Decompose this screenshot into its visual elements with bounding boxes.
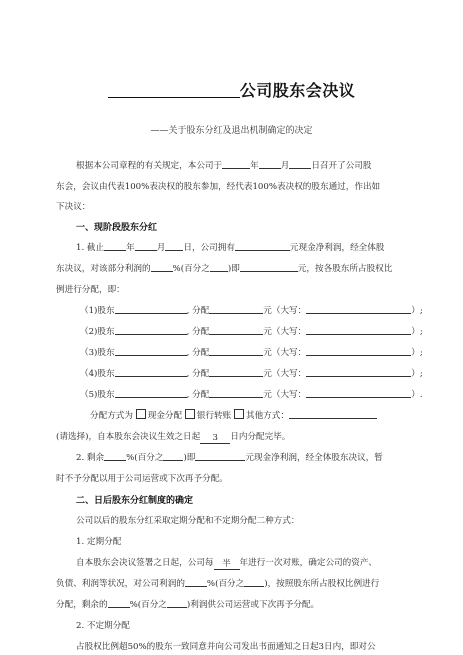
days-field[interactable]: 3 <box>200 434 230 444</box>
month-label: 月 <box>280 161 290 171</box>
shareholder-label: （1)股东 <box>80 306 115 316</box>
shareholder-row <box>80 325 423 337</box>
item1-text-a: 1. 截止 <box>76 243 105 253</box>
periodic-line3-b: %(百分之 <box>129 600 167 610</box>
shareholder-row <box>80 346 423 358</box>
periodic-percent-blank[interactable] <box>185 577 207 587</box>
shareholder-row <box>80 388 423 400</box>
item2-text-a: 2. 剩余 <box>76 453 105 463</box>
shareholder-row <box>80 304 423 316</box>
item1-line-3: 例进行分配，即： <box>56 285 125 295</box>
shareholder-name-blank[interactable] <box>115 304 187 314</box>
company-name-blank[interactable] <box>108 83 240 98</box>
shareholder-row <box>80 367 423 379</box>
item1-line2-b: %(百分之 <box>172 264 210 274</box>
item1-line2-d: 元，按各股东所占股权比 <box>297 264 393 274</box>
periodic-line2-c: )，按照股东所占股权比例进行 <box>264 579 380 589</box>
method-line <box>90 409 377 421</box>
item1-line-1 <box>76 241 384 253</box>
item1-text-d: 日，公司拥有 <box>183 243 235 253</box>
shareholder-end: ）; <box>411 369 423 379</box>
item1-line2-c: )即 <box>227 264 240 274</box>
amount-blank[interactable] <box>240 262 298 272</box>
item1-year-blank[interactable] <box>104 241 126 251</box>
shareholder-label: （4)股东 <box>80 369 115 379</box>
shareholder-amount-blank[interactable] <box>209 388 263 398</box>
shareholder-amount-blank[interactable] <box>209 304 263 314</box>
method-note-a: (请选择)，自本股东会决议生效之日起 <box>56 432 201 442</box>
shareholder-label: （3)股东 <box>80 348 115 358</box>
shareholder-end: ）. <box>411 390 423 400</box>
remaining-amount-blank[interactable] <box>195 451 245 461</box>
checkbox-bank-transfer[interactable] <box>185 409 195 419</box>
remaining-percent-blank[interactable] <box>104 451 126 461</box>
net-profit-blank[interactable] <box>235 241 290 251</box>
shareholder-tail: 元（大写： <box>263 327 307 337</box>
option-cash-label: 现金分配 <box>147 411 183 421</box>
item2-text-d: 元现金净利润，经全体股东决议，暂 <box>245 453 383 463</box>
percent-blank[interactable] <box>151 262 173 272</box>
item1-text-e: 元现金净利润，经全体股 <box>289 243 385 253</box>
shareholder-end: ）; <box>411 348 423 358</box>
periodic-percent-words-blank[interactable] <box>244 577 264 587</box>
document-subtitle: ——关于股东分红及退出机制确定的决定 <box>150 126 313 136</box>
periodic-line-1 <box>76 556 377 570</box>
month-blank[interactable] <box>259 159 281 169</box>
section1-heading: 一、现阶段股东分红 <box>76 223 158 233</box>
day-blank[interactable] <box>289 159 311 169</box>
shareholder-uppercase-blank[interactable] <box>306 325 411 335</box>
shareholder-tail: 元（大写： <box>263 306 307 316</box>
irregular-heading: 2. 不定期分配 <box>76 621 130 631</box>
method-note-b: 日内分配完毕。 <box>230 432 291 442</box>
shareholder-label: （5)股东 <box>80 390 115 400</box>
periodic-line3-c: )利润供公司运营或下次再予分配。 <box>186 600 320 610</box>
periodic-line-2 <box>56 577 379 589</box>
section2-heading: 二、日后股东分红制度的确定 <box>76 496 194 506</box>
shareholder-tail: 元（大写： <box>263 390 307 400</box>
periodic-text-a: 自本股东会决议签署之日起，公司每 <box>76 558 214 568</box>
shareholder-tail: 元（大写： <box>263 348 307 358</box>
shareholder-mid: , 分配 <box>186 348 210 358</box>
shareholder-name-blank[interactable] <box>115 367 187 377</box>
periodic-heading: 1. 定期分配 <box>76 537 122 547</box>
shareholder-name-blank[interactable] <box>115 346 187 356</box>
item2-line-1 <box>76 451 383 463</box>
year-blank[interactable] <box>222 159 250 169</box>
shareholder-uppercase-blank[interactable] <box>306 367 411 377</box>
intro-line-3: 下决议： <box>56 202 91 212</box>
shareholder-amount-blank[interactable] <box>209 346 263 356</box>
item1-year-label: 年 <box>126 243 135 253</box>
intro-text-b: 日召开了公司股 <box>311 161 372 171</box>
item1-line-2 <box>56 262 392 274</box>
year-label: 年 <box>250 161 259 171</box>
periodic-line2-a: 负债、利润等状况，对公司利润的 <box>56 579 185 589</box>
checkbox-cash[interactable] <box>136 409 146 419</box>
periodic-line2-b: %(百分之 <box>206 579 245 589</box>
checkbox-other[interactable] <box>234 409 244 419</box>
item2-line-2: 时不予分配以用于公司运营或下次再予分配。 <box>56 474 228 484</box>
shareholder-end: ）; <box>411 306 423 316</box>
method-note-line <box>56 430 290 444</box>
intro-text-a: 根据本公司章程的有关规定，本公司于 <box>76 161 223 171</box>
irregular-line-1: 占股权比例超50%的股东一致同意并向公司发出书面通知之日起3日内，即对公 <box>76 642 376 652</box>
shareholder-mid: , 分配 <box>186 327 210 337</box>
item2-text-c: )即 <box>183 453 196 463</box>
shareholder-amount-blank[interactable] <box>209 325 263 335</box>
item1-line2-a: 东决议，对该部分利润的 <box>56 264 151 274</box>
shareholder-uppercase-blank[interactable] <box>306 346 411 356</box>
periodic-remaining-blank[interactable] <box>108 598 130 608</box>
option-bank-label: 银行转账 <box>196 411 232 421</box>
periodic-text-b: 年进行一次对账，确定公司的资产、 <box>239 558 378 568</box>
method-label: 分配方式为 <box>90 411 133 421</box>
periodic-line3-a: 分配，剩余的 <box>56 600 108 610</box>
remaining-percent-words-blank[interactable] <box>163 451 183 461</box>
periodic-remaining-words-blank[interactable] <box>167 598 187 608</box>
item1-month-label: 月 <box>156 243 166 253</box>
shareholder-uppercase-blank[interactable] <box>306 304 411 314</box>
period-field[interactable]: 半 <box>214 560 240 570</box>
item2-text-b: %(百分之 <box>126 453 164 463</box>
shareholder-name-blank[interactable] <box>115 325 187 335</box>
shareholder-mid: , 分配 <box>186 369 210 379</box>
section2-intro: 公司以后的股东分红采取定期分配和不定期分配二种方式： <box>76 516 300 526</box>
option-other-label: 其他方式： <box>245 411 289 421</box>
shareholder-amount-blank[interactable] <box>209 367 263 377</box>
shareholder-mid: , 分配 <box>186 390 210 400</box>
item1-month-blank[interactable] <box>135 241 157 251</box>
intro-line-1 <box>76 159 372 171</box>
periodic-line-3 <box>56 598 319 610</box>
shareholder-tail: 元（大写： <box>263 369 307 379</box>
shareholder-label: （2)股东 <box>80 327 115 337</box>
shareholder-end: ）; <box>411 327 423 337</box>
item1-day-blank[interactable] <box>165 241 183 251</box>
percent-words-blank[interactable] <box>210 262 228 272</box>
shareholder-uppercase-blank[interactable] <box>306 388 411 398</box>
shareholder-name-blank[interactable] <box>115 388 187 398</box>
title-text: 公司股东会决议 <box>239 81 356 100</box>
intro-line-2: 东会，会议由代表100%表决权的股东参加，经代表100%表决权的股东通过，作出如 <box>56 182 381 192</box>
shareholder-mid: , 分配 <box>186 306 210 316</box>
other-method-blank[interactable] <box>289 409 377 419</box>
document-title <box>0 78 463 101</box>
